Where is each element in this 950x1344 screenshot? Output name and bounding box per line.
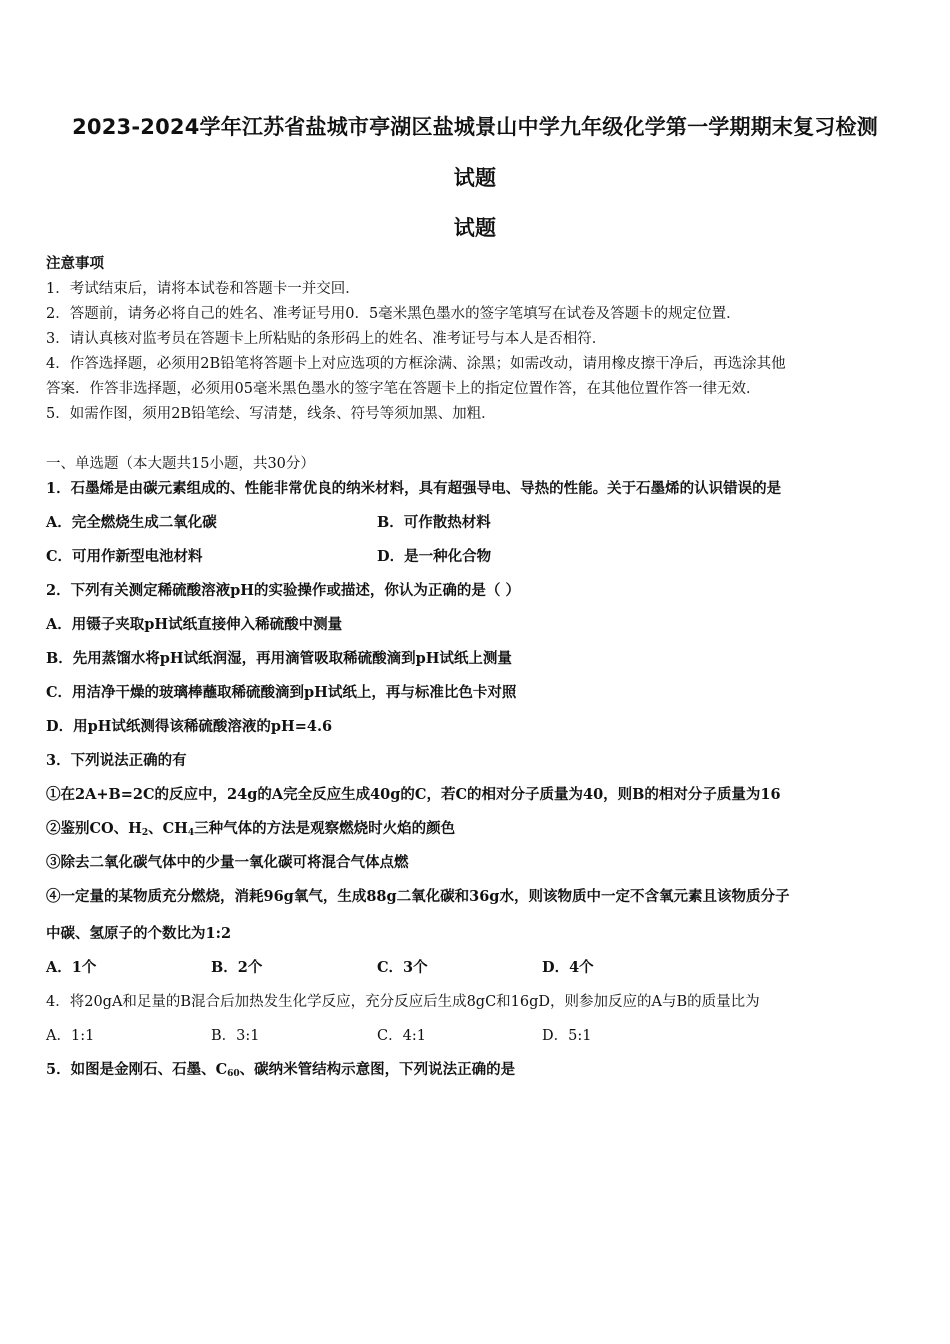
q3-s2-text-a: ②鉴别CO、H: [46, 820, 142, 837]
q2-option-d: D．用pH试纸测得该稀硫酸溶液的pH=4.6: [46, 718, 333, 735]
q1-option-c: C．可用作新型电池材料: [46, 548, 203, 565]
q3-statement-1: ①在2A+B=2C的反应中，24g的A完全反应生成40g的C，若C的相对分子质量为40，则B的相对分子质量为16: [46, 786, 781, 803]
q3-s2-text-c: 三种气体的方法是观察燃烧时火焰的颜色: [194, 820, 456, 837]
q3-option-d: D．4个: [542, 959, 594, 976]
q1-option-d: D．是一种化合物: [377, 548, 492, 565]
q3-stem: 3．下列说法正确的有: [46, 752, 187, 769]
notice-item-4-cont: 答案．作答非选择题，必须用05毫米黑色墨水的签字笔在答题卡上的指定位置作答，在其他位置作答一律无效．: [46, 381, 761, 397]
q3-statement-3: ③除去二氧化碳气体中的少量一氧化碳可将混合气体点燃: [46, 854, 409, 871]
notice-item-2: 2．答题前，请务必将自己的姓名、准考证号用0．5毫米黑色墨水的签字笔填写在试卷及答题卡的规定位置．: [46, 306, 741, 322]
q3-statement-2: [46, 817, 455, 838]
notice-item-3: 3．请认真核对监考员在答题卡上所粘贴的条形码上的姓名、准考证号与本人是否相符．: [46, 331, 607, 347]
q2-option-b: B．先用蒸馏水将pH试纸润湿，再用滴管吸取稀硫酸滴到pH试纸上测量: [46, 650, 512, 667]
exam-title-line1: 2023-2024学年江苏省盐城市亭湖区盐城景山中学九年级化学第一学期期末复习检测: [72, 115, 878, 139]
q3-s2-sub-h2: 2: [141, 828, 149, 838]
q4-stem: 4．将20gA和足量的B混合后加热发生化学反应，充分反应后生成8gC和16gD，则参加反应的A与B的质量比为: [46, 994, 760, 1010]
q3-option-c: C．3个: [377, 959, 428, 976]
notice-item-4: 4．作答选择题，必须用2B铅笔将答题卡上对应选项的方框涂满、涂黑；如需改动，请用橡皮擦干净后，再选涂其他: [46, 356, 786, 372]
exam-title-line2: 试题: [453, 166, 497, 190]
q5-stem-text-a: 5．如图是金刚石、石墨、C: [46, 1061, 228, 1078]
q4-option-a: A．1:1: [46, 1028, 95, 1044]
notice-item-5: 5．如需作图，须用2B铅笔绘、写清楚，线条、符号等须加黑、加粗．: [46, 406, 496, 422]
q2-option-a: A．用镊子夹取pH试纸直接伸入稀硫酸中测量: [46, 616, 343, 633]
q3-s2-text-b: 、CH: [148, 820, 188, 837]
q4-option-d: D．5:1: [542, 1028, 592, 1044]
notice-heading: 注意事项: [46, 255, 104, 272]
q3-statement-4: ④一定量的某物质充分燃烧，消耗96g氧气，生成88g二氧化碳和36g水，则该物质中一定不含氧元素且该物质分子: [46, 888, 790, 905]
q1-option-b: B．可作散热材料: [377, 514, 491, 531]
exam-title-line3: 试题: [453, 216, 497, 240]
q3-statement-4-cont: 中碳、氢原子的个数比为1:2: [46, 925, 232, 942]
q4-option-b: B．3:1: [211, 1028, 260, 1044]
q1-option-a: A．完全燃烧生成二氧化碳: [46, 514, 217, 531]
q1-stem: 1．石墨烯是由碳元素组成的、性能非常优良的纳米材料，具有超强导电、导热的性能。关于石墨烯的认识错误的是: [46, 480, 782, 497]
q4-option-c: C．4:1: [377, 1028, 426, 1044]
q5-stem-text-b: 、碳纳米管结构示意图，下列说法正确的是: [239, 1061, 516, 1078]
q5-stem: [46, 1058, 515, 1079]
section-heading: 一、单选题（本大题共15小题，共30分）: [46, 456, 315, 472]
q3-option-a: A．1个: [46, 959, 97, 976]
notice-item-1: 1．考试结束后，请将本试卷和答题卡一并交回．: [46, 281, 360, 297]
q2-stem: 2．下列有关测定稀硫酸溶液pH的实验操作或描述，你认为正确的是（ ）: [46, 582, 520, 599]
q3-option-b: B．2个: [211, 959, 263, 976]
q3-s2-sub-ch4: 4: [187, 828, 195, 838]
q5-sub-c60: 60: [227, 1069, 240, 1079]
q2-option-c: C．用洁净干燥的玻璃棒蘸取稀硫酸滴到pH试纸上，再与标准比色卡对照: [46, 684, 517, 701]
